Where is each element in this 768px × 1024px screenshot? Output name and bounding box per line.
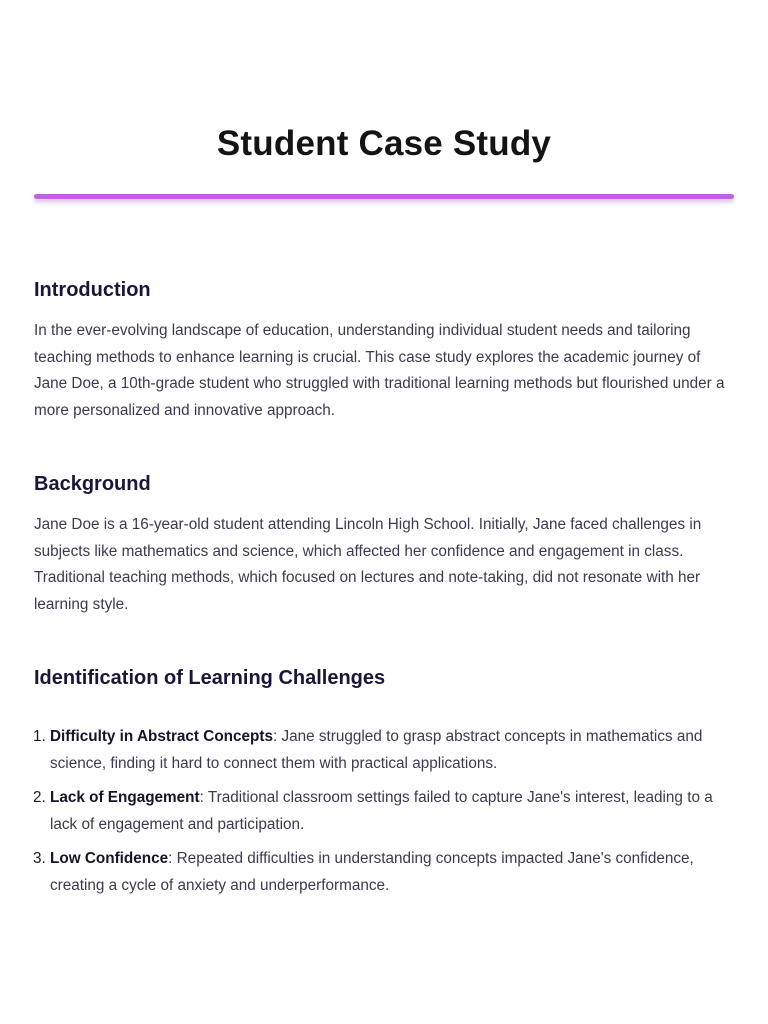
list-item-text: : Jane struggled to grasp abstract concepts in mathematics and science, finding it hard to connect them with practical applications. <box>50 728 703 772</box>
learning-challenges-section <box>34 665 734 899</box>
list-item-term: Lack of Engagement <box>50 789 200 806</box>
list-item <box>50 846 734 899</box>
list-item-text: : Traditional classroom settings failed to capture Jane's interest, leading to a lack of engagement and participation. <box>50 789 713 833</box>
list-item <box>50 724 734 777</box>
background-section <box>34 471 734 618</box>
challenges-list <box>34 724 734 899</box>
title-divider <box>34 194 734 199</box>
introduction-section <box>34 277 734 424</box>
list-item-term: Difficulty in Abstract Concepts <box>50 728 273 745</box>
page-title: Student Case Study <box>216 124 552 163</box>
list-item-text: : Repeated difficulties in understanding concepts impacted Jane's confidence, creating a cycle of anxiety and underperformance. <box>50 850 694 894</box>
background-heading: Background <box>34 473 151 495</box>
list-item-term: Low Confidence <box>50 850 169 867</box>
learning-challenges-heading: Identification of Learning Challenges <box>34 667 386 689</box>
introduction-paragraph: In the ever-evolving landscape of education, understanding individual student needs and tailoring teaching methods to enhance learning is crucial. This case study explores the academic journey of Jane Doe, a 10th-grade student who struggled with traditional learning methods but flourished under a more personalized and innovative approach. <box>34 322 725 419</box>
list-item <box>50 785 734 838</box>
introduction-heading: Introduction <box>34 279 151 301</box>
background-paragraph: Jane Doe is a 16-year-old student attending Lincoln High School. Initially, Jane faced challenges in subjects like mathematics and science, which affected her confidence and engagement in class. Traditional teaching methods, which focused on lectures and note-taking, did not resonate with her learning style. <box>34 516 702 613</box>
